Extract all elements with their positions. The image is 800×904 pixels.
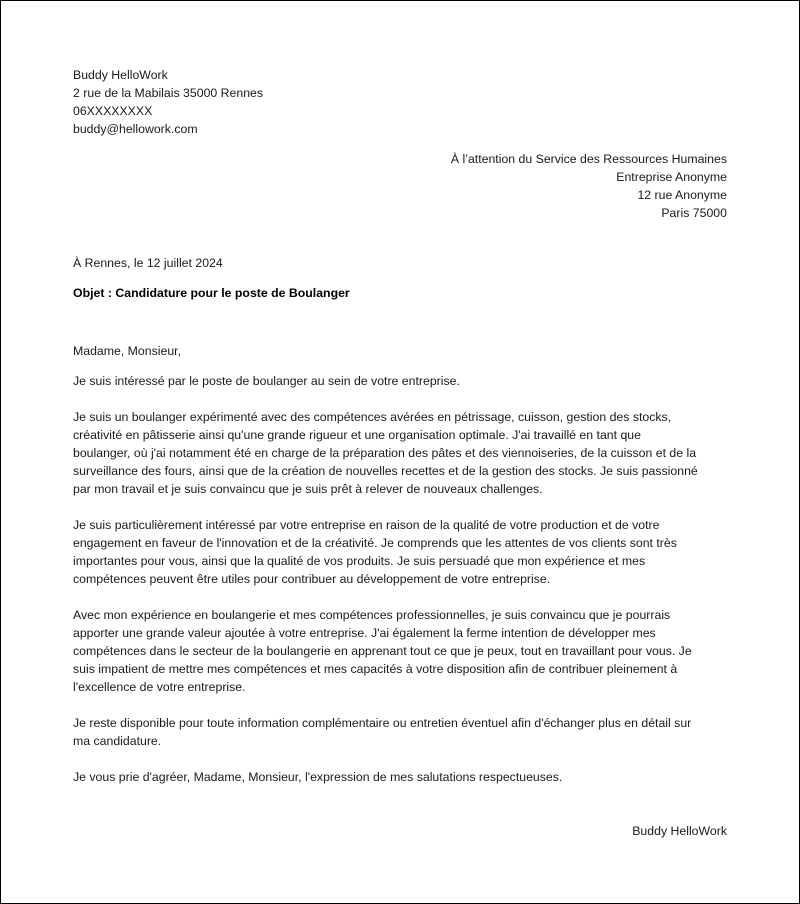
paragraph-line: Avec mon expérience en boulangerie et mes compétences professionnelles, je suis convaincu que je pourrais — [73, 608, 671, 622]
body-paragraph — [73, 408, 698, 498]
recipient-company: Entreprise Anonyme — [616, 170, 727, 184]
recipient-street: 12 rue Anonyme — [637, 188, 727, 202]
body-paragraph — [73, 372, 460, 390]
paragraph-line: Je suis un boulanger expérimenté avec des compétences avérées en pétrissage, cuisson, gestion des stocks, — [73, 410, 672, 424]
date-line: À Rennes, le 12 juillet 2024 — [73, 256, 223, 270]
body-paragraph — [73, 606, 692, 696]
sender-block — [73, 66, 263, 138]
paragraph-line: Je suis particulièrement intéressé par votre entreprise en raison de la qualité de votre production et de votre — [73, 518, 660, 532]
paragraph-line: créativité en pâtisserie ainsi qu'une grande rigueur et une organisation optimale. J'ai travaillé en tant que — [73, 428, 641, 442]
sender-name: Buddy HelloWork — [73, 68, 168, 82]
signature: Buddy HelloWork — [632, 824, 727, 838]
paragraph-line: suis impatient de mettre mes compétences et mes capacités à votre disposition afin de contribuer pleinement à — [73, 662, 678, 676]
paragraph-line: Je vous prie d'agréer, Madame, Monsieur, l'expression de mes salutations respectueuses. — [73, 770, 563, 784]
paragraph-line: Je suis intéressé par le poste de boulanger au sein de votre entreprise. — [73, 374, 460, 388]
paragraph-line: surveillance des fours, ainsi que de la création de nouvelles recettes et de la gestion des stocks. Je suis passionné — [73, 464, 698, 478]
sender-email: buddy@hellowork.com — [73, 122, 198, 136]
paragraph-line: engagement en faveur de l'innovation et de la créativité. Je comprends que les attentes de vos clients sont très — [73, 536, 677, 550]
body-paragraph — [73, 714, 691, 750]
recipient-city: Paris 75000 — [661, 206, 727, 220]
paragraph-line: ma candidature. — [73, 734, 162, 748]
paragraph-line: apporter une grande valeur ajoutée à votre entreprise. J'ai également la ferme intention de développer mes — [73, 626, 656, 640]
recipient-block — [451, 150, 727, 222]
paragraph-line: compétences dans le secteur de la boulangerie en apprenant tout ce que je peux, tout en travaillant pour vous. Je — [73, 644, 692, 658]
body-paragraph — [73, 516, 677, 588]
sender-address: 2 rue de la Mabilais 35000 Rennes — [73, 86, 264, 100]
sender-phone: 06XXXXXXXX — [73, 104, 153, 118]
subject-line: Objet : Candidature pour le poste de Boulanger — [73, 286, 350, 300]
paragraph-line: importantes pour vous, ainsi que la qualité de vos produits. Je suis persuadé que mon expérience et mes — [73, 554, 646, 568]
paragraph-line: l'excellence de votre entreprise. — [73, 680, 246, 694]
paragraph-line: boulanger, où j'ai notamment été en charge de la préparation des pâtes et des viennoiseries, de la cuisson et de la — [73, 446, 697, 460]
recipient-attention: À l’attention du Service des Ressources Humaines — [450, 152, 727, 166]
body-paragraph — [73, 768, 562, 786]
paragraph-line: compétences peuvent être utiles pour contribuer au développement de votre entreprise. — [73, 572, 551, 586]
paragraph-line: par mon travail et je suis convaincu que je suis prêt à relever de nouveaux challenges. — [73, 482, 543, 496]
paragraph-line: Je reste disponible pour toute information complémentaire ou entretien éventuel afin d'échanger plus en détail sur — [73, 716, 692, 730]
greeting: Madame, Monsieur, — [73, 344, 181, 358]
